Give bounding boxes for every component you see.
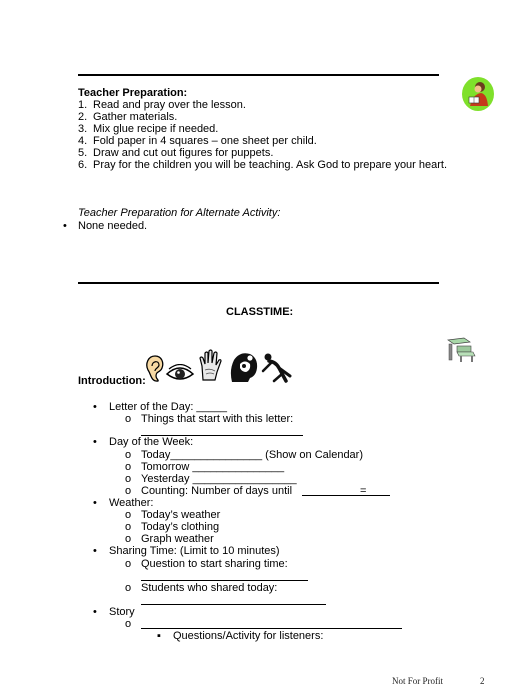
list-number: 5. bbox=[78, 147, 88, 159]
story: Story bbox=[109, 606, 135, 618]
questions-activity: Questions/Activity for listeners: bbox=[173, 630, 324, 642]
list-text: Mix glue recipe if needed. bbox=[93, 123, 219, 135]
todays-weather: Today’s weather bbox=[141, 509, 221, 521]
story-blank bbox=[141, 618, 402, 629]
yesterday-line: Yesterday _________________ bbox=[141, 473, 297, 485]
bullet: • bbox=[93, 401, 97, 413]
bullet: • bbox=[93, 545, 97, 557]
day-of-week: Day of the Week: bbox=[109, 436, 194, 448]
introduction-label: Introduction: bbox=[78, 375, 146, 387]
list-text: Draw and cut out figures for puppets. bbox=[93, 147, 274, 159]
top-divider bbox=[78, 74, 439, 76]
counting-label: Counting: Number of days until bbox=[141, 485, 293, 497]
sub-bullet: o bbox=[125, 618, 132, 630]
school-desk-icon bbox=[445, 336, 477, 364]
page-number: 2 bbox=[480, 676, 485, 686]
weather: Weather: bbox=[109, 497, 154, 509]
list-number: 2. bbox=[78, 111, 88, 123]
sub-bullet: o bbox=[125, 521, 132, 533]
list-number: 1. bbox=[78, 99, 88, 111]
bullet: • bbox=[93, 606, 97, 618]
letter-things: Things that start with this letter: bbox=[141, 413, 294, 425]
sub-bullet: o bbox=[125, 533, 132, 545]
square-bullet: ▪ bbox=[157, 630, 161, 642]
hand-icon bbox=[197, 348, 223, 382]
bullet: • bbox=[93, 436, 97, 448]
classtime-title: CLASSTIME: bbox=[226, 306, 294, 318]
graph-weather: Graph weather bbox=[141, 533, 214, 545]
today-line: Today_______________ (Show on Calendar) bbox=[141, 449, 364, 461]
students-shared: Students who shared today: bbox=[141, 582, 278, 594]
alternate-activity-heading: Teacher Preparation for Alternate Activity: bbox=[78, 207, 281, 219]
sub-bullet: o bbox=[125, 449, 132, 461]
list-number: 4. bbox=[78, 135, 88, 147]
teacher-prep-heading: Teacher Preparation: bbox=[78, 87, 188, 99]
middle-divider bbox=[78, 282, 439, 284]
list-number: 3. bbox=[78, 123, 88, 135]
letter-of-day: Letter of the Day: _____ bbox=[109, 401, 228, 413]
list-text: Read and pray over the lesson. bbox=[93, 99, 246, 111]
alternate-item: None needed. bbox=[78, 220, 148, 232]
question-start: Question to start sharing time: bbox=[141, 558, 288, 570]
sub-bullet: o bbox=[125, 582, 132, 594]
counting-blank bbox=[302, 485, 390, 496]
sharing-time: Sharing Time: (Limit to 10 minutes) bbox=[109, 545, 280, 557]
sub-bullet: o bbox=[125, 473, 132, 485]
sub-bullet: o bbox=[125, 413, 132, 425]
footer-text: Not For Profit bbox=[392, 676, 444, 686]
list-text: Gather materials. bbox=[93, 111, 178, 123]
thinking-head-icon bbox=[226, 350, 260, 384]
ear-icon bbox=[143, 354, 165, 384]
alternate-bullet: • bbox=[63, 220, 67, 232]
list-text: Fold paper in 4 squares – one sheet per child. bbox=[93, 135, 317, 147]
list-item bbox=[78, 159, 447, 172]
bullet: • bbox=[93, 497, 97, 509]
list-text: Pray for the children you will be teaching. Ask God to prepare your heart. bbox=[93, 159, 448, 171]
teacher-reading-icon bbox=[461, 76, 495, 112]
sub-bullet: o bbox=[125, 461, 132, 473]
sub-bullet: o bbox=[125, 558, 132, 570]
list-number: 6. bbox=[78, 159, 88, 171]
question-start-blank bbox=[141, 570, 308, 581]
tomorrow-line: Tomorrow _______________ bbox=[141, 461, 285, 473]
counting-line bbox=[141, 485, 292, 498]
sub-bullet: o bbox=[125, 509, 132, 521]
sub-bullet: o bbox=[125, 485, 132, 497]
counting-equals: = bbox=[360, 485, 367, 497]
eye-icon bbox=[165, 364, 195, 384]
letter-things-blank bbox=[141, 425, 303, 436]
todays-clothing: Today’s clothing bbox=[141, 521, 220, 533]
stretching-figure-icon bbox=[260, 352, 294, 384]
students-shared-blank bbox=[141, 594, 326, 605]
